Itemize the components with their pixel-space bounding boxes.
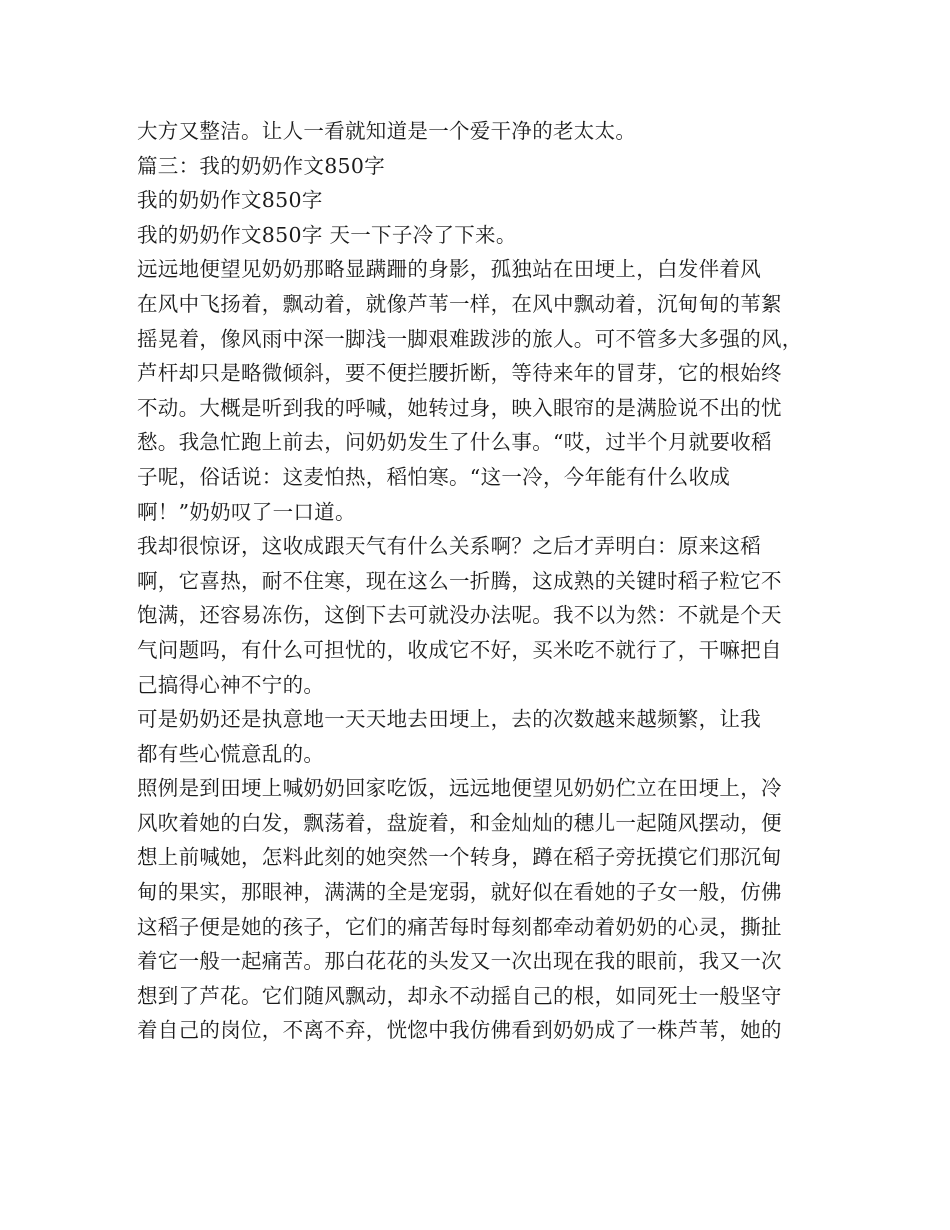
text-line: 己搞得心神不宁的。 — [137, 672, 325, 697]
text-line: 我的奶奶作文850字 天一下子冷了下来。 — [137, 222, 517, 247]
text-line: 想到了芦花。它们随风飘动，却永不动摇自己的根，如同死士一般坚守 — [137, 983, 782, 1008]
text-line: 都有些心慌意乱的。 — [137, 741, 325, 766]
text-line: 这稻子便是她的孩子，它们的痛苦每时每刻都牵动着奶奶的心灵，撕扯 — [137, 914, 782, 939]
text-line: 摇晃着，像风雨中深一脚浅一脚艰难跋涉的旅人。可不管多大多强的风， — [137, 326, 803, 351]
section-heading: 篇三：我的奶奶作文850字 — [137, 153, 386, 178]
text-line: 甸的果实，那眼神，满满的全是宠弱，就好似在看她的子女一般，仿佛 — [137, 880, 782, 905]
text-line: 子呢，俗话说：这麦怕热，稻怕寒。“这一冷，今年能有什么收成 — [137, 464, 731, 489]
text-line: 气问题吗，有什么可担忧的，收成它不好，买米吃不就行了，干嘛把自 — [137, 637, 782, 662]
text-line: 照例是到田埂上喊奶奶回家吃饭，远远地便望见奶奶伫立在田埂上，冷 — [137, 776, 782, 801]
text-line: 芦杆却只是略微倾斜，要不便拦腰折断，等待来年的冒芽，它的根始终 — [137, 361, 782, 386]
text-line: 可是奶奶还是执意地一天天地去田埂上，去的次数越来越频繁，让我 — [137, 707, 761, 732]
text-line: 饱满，还容易冻伤，这倒下去可就没办法呢。我不以为然：不就是个天 — [137, 603, 782, 628]
text-line: 在风中飞扬着，飘动着，就像芦苇一样，在风中飘动着，沉甸甸的苇絮 — [137, 291, 782, 316]
text-line: 啊！”奶奶叹了一口道。 — [137, 499, 356, 524]
essay-title: 我的奶奶作文850字 — [137, 188, 323, 213]
text-line: 远远地便望见奶奶那略显蹒跚的身影，孤独站在田埂上，白发伴着风 — [137, 257, 761, 282]
text-line: 大方又整洁。让人一看就知道是一个爱干净的老太太。 — [137, 119, 637, 143]
text-line: 想上前喊她，怎料此刻的她突然一个转身，蹲在稻子旁抚摸它们那沉甸 — [137, 845, 782, 870]
text-line: 愁。我急忙跑上前去，问奶奶发生了什么事。“哎，过半个月就要收稻 — [137, 430, 772, 455]
text-line: 风吹着她的白发，飘荡着，盘旋着，和金灿灿的穗儿一起随风摆动，便 — [137, 810, 782, 835]
text-line: 啊，它喜热，耐不住寒，现在这么一折腾，这成熟的关键时稻子粒它不 — [137, 568, 782, 593]
text-line: 着自己的岗位，不离不弃，恍惚中我仿佛看到奶奶成了一株芦苇，她的 — [137, 1018, 782, 1043]
text-line: 不动。大概是听到我的呼喊，她转过身，映入眼帘的是满脸说不出的忧 — [137, 395, 782, 420]
text-line: 我却很惊讶，这收成跟天气有什么关系啊？之后才弄明白：原来这稻 — [137, 534, 761, 559]
text-line: 着它一般一起痛苦。那白花花的头发又一次出现在我的眼前，我又一次 — [137, 949, 782, 974]
document-body — [137, 114, 827, 1048]
